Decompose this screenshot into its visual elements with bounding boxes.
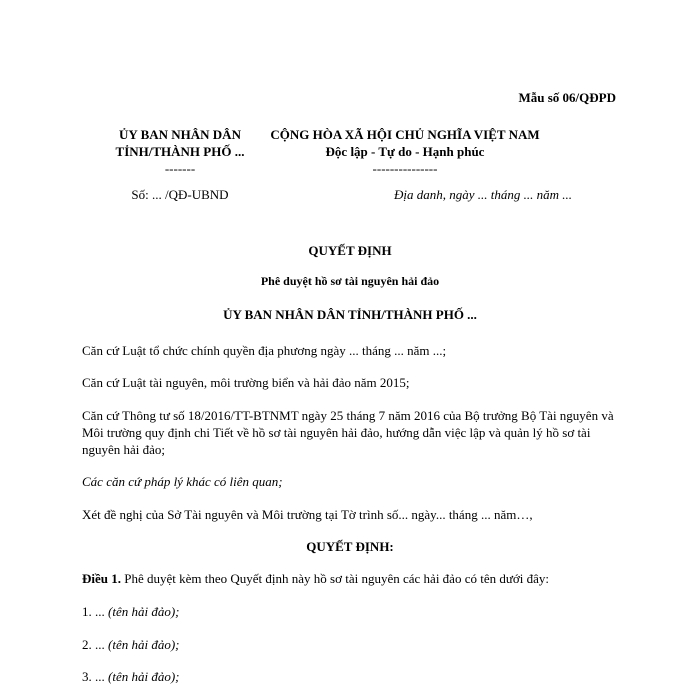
article-1-label: Điều 1. (82, 571, 121, 586)
national-motto: Độc lập - Tự do - Hạnh phúc (325, 144, 485, 159)
list-item (82, 669, 179, 685)
list-item (82, 604, 179, 620)
form-code: Mẫu số 06/QĐPD (518, 90, 616, 105)
authority-line1: ỦY BAN NHÂN DÂN (119, 127, 241, 142)
legal-basis-1: Căn cứ Luật tổ chức chính quyền địa phương ngày ... tháng ... năm ...; (82, 343, 447, 358)
decision-heading: QUYẾT ĐỊNH: (306, 539, 394, 554)
article-1-text: Phê duyệt kèm theo Quyết định này hồ sơ tài nguyên các hải đảo có tên dưới đây: (121, 571, 550, 586)
legal-basis-4: Các căn cứ pháp lý khác có liên quan; (82, 474, 283, 489)
issuing-authority: ỦY BAN NHÂN DÂN TỈNH/THÀNH PHỐ ... (223, 307, 477, 322)
item-number: 2. ... (82, 637, 108, 652)
legal-basis-3: Căn cứ Thông tư số 18/2016/TT-BTNMT ngày 25 tháng 7 năm 2016 của Bộ trưởng Bộ Tài nguyên và Môi trường quy định chi Tiết về hồ sơ tài nguyên hải đảo, hướng dẫn việc lập và quản lý hồ sơ tài nguyên hải đảo; (82, 408, 614, 457)
place-date: Địa danh, ngày ... tháng ... năm ... (394, 187, 573, 202)
legal-basis-2: Căn cứ Luật tài nguyên, môi trường biển và hải đảo năm 2015; (82, 375, 410, 390)
document-number: Số: ... /QĐ-UBND (131, 187, 229, 202)
document-title: QUYẾT ĐỊNH (308, 243, 392, 258)
item-number: 1. ... (82, 604, 108, 619)
document-subtitle: Phê duyệt hồ sơ tài nguyên hải đảo (260, 274, 440, 288)
national-title: CỘNG HÒA XÃ HỘI CHỦ NGHĨA VIỆT NAM (270, 127, 540, 142)
item-name: (tên hải đảo); (108, 637, 180, 652)
authority-line2: TỈNH/THÀNH PHỐ ... (115, 144, 245, 159)
article-1 (82, 571, 549, 587)
motto-divider: --------------- (372, 161, 438, 176)
item-number: 3. ... (82, 669, 108, 684)
authority-divider: ------- (164, 161, 196, 176)
list-item (82, 637, 179, 653)
proposal-basis: Xét đề nghị của Sở Tài nguyên và Môi trường tại Tờ trình số... ngày... tháng ... năm…, (82, 507, 533, 522)
item-name: (tên hải đảo); (108, 669, 180, 684)
item-name: (tên hải đảo); (108, 604, 180, 619)
